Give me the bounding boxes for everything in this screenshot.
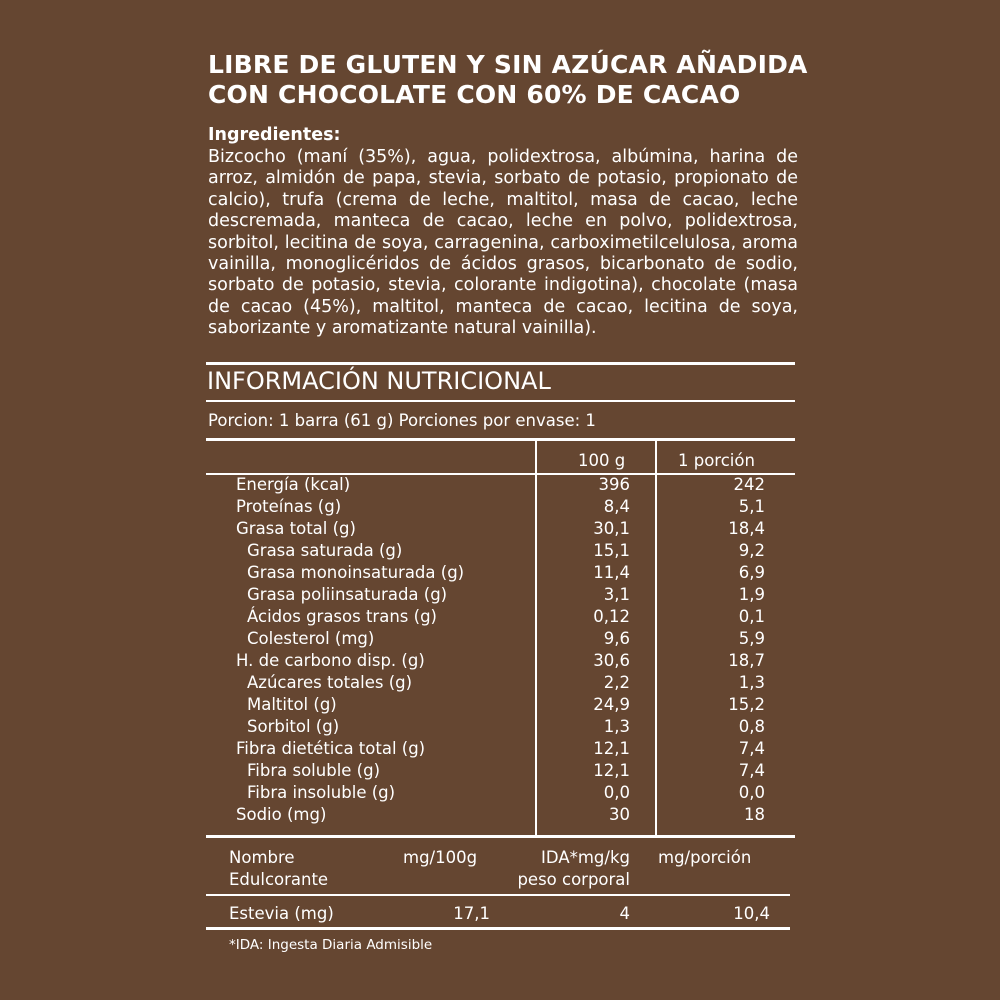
nutrient-value-portion: 6,9	[738, 563, 765, 582]
sweetener-name-header-line-2: Edulcorante	[229, 870, 329, 889]
nutrient-row	[0, 540, 1000, 562]
nutrient-row	[0, 804, 1000, 826]
nutrient-value-portion: 18,4	[728, 519, 765, 538]
nutrient-label: Grasa poliinsaturada (g)	[247, 585, 448, 604]
sweetener-row-name: Estevia (mg)	[229, 904, 334, 923]
sweetener-row-mg100: 17,1	[453, 904, 490, 923]
nutrient-value-portion: 5,1	[738, 497, 765, 516]
nutrient-value-portion: 0,1	[738, 607, 765, 626]
nutrient-row	[0, 518, 1000, 540]
nutrient-row	[0, 716, 1000, 738]
nutrient-value-portion: 18,7	[728, 651, 765, 670]
nutrient-value-100g: 0,0	[603, 783, 630, 802]
nutrient-value-100g: 9,6	[603, 629, 630, 648]
nutrient-row	[0, 760, 1000, 782]
sweetener-row-mgportion: 10,4	[733, 904, 770, 923]
sweetener-ida-header-line-2: peso corporal	[517, 870, 630, 889]
nutrient-value-100g: 12,1	[593, 761, 630, 780]
nutrient-value-100g: 3,1	[603, 585, 630, 604]
nutrient-row	[0, 782, 1000, 804]
title-line-2: CON CHOCOLATE CON 60% DE CACAO	[208, 80, 741, 109]
divider-sweetener-bottom	[206, 927, 790, 930]
nutrient-label: Ácidos grasos trans (g)	[247, 607, 437, 626]
nutrient-row	[0, 606, 1000, 628]
nutrient-label: Colesterol (mg)	[247, 629, 375, 648]
nutrient-value-100g: 0,12	[593, 607, 630, 626]
nutrient-value-100g: 30,1	[593, 519, 630, 538]
nutrient-row	[0, 672, 1000, 694]
nutrient-value-100g: 8,4	[603, 497, 630, 516]
nutrient-label: Sorbitol (g)	[247, 717, 340, 736]
nutrient-value-100g: 24,9	[593, 695, 630, 714]
title-line-1: LIBRE DE GLUTEN Y SIN AZÚCAR AÑADIDA	[208, 50, 808, 79]
serving-info: Porcion: 1 barra (61 g) Porciones por envase: 1	[208, 411, 596, 430]
sweetener-mgportion-header: mg/porción	[658, 848, 752, 867]
sweetener-ida-header	[517, 847, 630, 891]
nutrient-label: Azúcares totales (g)	[247, 673, 413, 692]
sweetener-name-header-line-1: Nombre	[229, 848, 295, 867]
footnote: *IDA: Ingesta Diaria Admisible	[229, 937, 433, 953]
column-header-portion: 1 porción	[678, 451, 755, 470]
nutrient-row	[0, 496, 1000, 518]
sweetener-ida-header-line-1: IDA*mg/kg	[541, 848, 630, 867]
nutrient-label: Grasa monoinsaturada (g)	[247, 563, 465, 582]
nutrient-value-100g: 1,3	[603, 717, 630, 736]
nutrient-row	[0, 474, 1000, 496]
nutrient-value-100g: 11,4	[593, 563, 630, 582]
nutrient-row	[0, 584, 1000, 606]
nutrient-value-100g: 2,2	[603, 673, 630, 692]
nutrient-label: Grasa total (g)	[236, 519, 356, 538]
nutrient-value-portion: 7,4	[738, 739, 765, 758]
nutrient-row	[0, 694, 1000, 716]
ingredients-text: Bizcocho (maní (35%), agua, polidextrosa, albúmina, harina de arroz, almidón de papa, stevia, sorbato de potasio, propionato de calcio), trufa (crema de leche, maltitol, masa de cacao, leche descremada, manteca de cacao, leche en polvo, polidextrosa, sorbitol, lecitina de soya, carragenina, carboximetilcelulosa, aroma vainilla, monoglicéridos de ácidos grasos, bicarbonato de sodio, sorbato de potasio, stevia, colorante indigotina), chocolate (masa de cacao (45%), maltitol, manteca de cacao, lecitina de soya, saborizante y aromatizante natural vainilla).	[208, 147, 798, 339]
nutrient-row	[0, 650, 1000, 672]
nutrient-value-portion: 9,2	[738, 541, 765, 560]
nutrient-value-portion: 1,9	[738, 585, 765, 604]
divider-sweetener-header	[206, 894, 790, 896]
column-header-100g: 100 g	[578, 451, 626, 470]
nutrient-row	[0, 562, 1000, 584]
nutrient-label: Fibra soluble (g)	[247, 761, 381, 780]
nutrient-value-100g: 30	[609, 805, 630, 824]
sweetener-row-ida: 4	[619, 904, 630, 923]
nutrient-value-portion: 0,0	[738, 783, 765, 802]
divider-nutrients-bottom	[206, 835, 795, 838]
nutrient-value-portion: 0,8	[738, 717, 765, 736]
nutrient-value-portion: 5,9	[738, 629, 765, 648]
nutrient-value-100g: 12,1	[593, 739, 630, 758]
nutrient-value-100g: 30,6	[593, 651, 630, 670]
nutrient-value-100g: 15,1	[593, 541, 630, 560]
nutrient-label: H. de carbono disp. (g)	[236, 651, 425, 670]
nutrient-label: Grasa saturada (g)	[247, 541, 403, 560]
sweetener-mg100-header: mg/100g	[403, 848, 478, 867]
nutrient-value-100g: 396	[598, 475, 630, 494]
nutrient-value-portion: 18	[744, 805, 765, 824]
nutrient-value-portion: 242	[733, 475, 765, 494]
ingredients-heading: Ingredientes:	[208, 125, 341, 145]
nutrient-value-portion: 1,3	[738, 673, 765, 692]
sweetener-name-header	[229, 847, 328, 891]
nutrient-row	[0, 628, 1000, 650]
nutrient-value-portion: 15,2	[728, 695, 765, 714]
nutrient-label: Fibra dietética total (g)	[236, 739, 426, 758]
nutrient-label: Proteínas (g)	[236, 497, 342, 516]
nutrient-label: Sodio (mg)	[236, 805, 327, 824]
nutrient-label: Energía (kcal)	[236, 475, 351, 494]
nutrient-value-portion: 7,4	[738, 761, 765, 780]
nutrient-label: Maltitol (g)	[247, 695, 337, 714]
nutrient-label: Fibra insoluble (g)	[247, 783, 396, 802]
nutrition-title: INFORMACIÓN NUTRICIONAL	[207, 367, 551, 395]
nutrient-row	[0, 738, 1000, 760]
